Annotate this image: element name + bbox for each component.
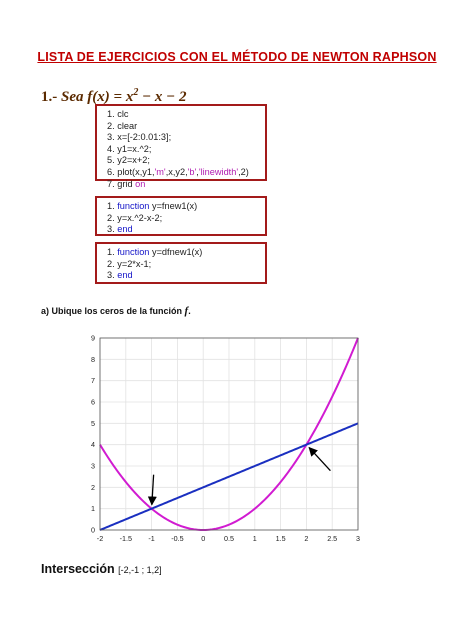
- code-line: 3. x=[-2:0.01:3];: [107, 132, 172, 143]
- y-tick-label: 9: [91, 333, 95, 343]
- y-tick-label: 1: [91, 504, 95, 514]
- problem-sea: Sea: [61, 89, 84, 105]
- code-line: 5. y2=x+2;: [107, 155, 150, 166]
- problem-rest: − x − 2: [142, 89, 187, 105]
- x-tick-label: -1: [148, 534, 155, 543]
- code-line: 7. grid on: [107, 178, 146, 189]
- x-tick-label: 1: [252, 534, 257, 543]
- code-line: 1. function y=fnew1(x): [107, 201, 198, 211]
- x-tick-label: 0.5: [224, 534, 234, 543]
- x-tick-label: 3: [356, 534, 360, 543]
- code-line: 4. y1=x.^2;: [107, 143, 152, 154]
- y-tick-label: 4: [91, 440, 95, 450]
- y-tick-label: 6: [91, 397, 95, 407]
- problem-base: x: [125, 89, 134, 105]
- code-line: 1. clc: [107, 109, 129, 119]
- y-tick-label: 7: [91, 376, 95, 386]
- x-tick-label: -2: [96, 534, 104, 543]
- intersection-result: [41, 562, 162, 576]
- y-tick-label: 5: [91, 418, 95, 428]
- code-line: 2. y=x.^2-x-2;: [107, 212, 163, 223]
- code-line: 6. plot(x,y1,'m',x,y2,'b','linewidth',2): [107, 166, 249, 177]
- page-title: LISTA DE EJERCICIOS CON EL MÉTODO DE NEWTON RAPHSON: [37, 50, 437, 64]
- x-tick-label: 2: [304, 534, 309, 543]
- y-tick-label: 2: [91, 482, 95, 492]
- code-line: 2. y=2*x-1;: [107, 258, 152, 269]
- intersection-value: [-2,-1 ; 1,2]: [118, 565, 162, 575]
- problem-fx: f(x): [87, 89, 110, 105]
- x-tick-label: 0: [201, 534, 206, 543]
- problem-equals: =: [113, 89, 123, 105]
- x-tick-label: 1.5: [275, 534, 286, 543]
- x-tick-label: -1.5: [119, 534, 132, 543]
- y-tick-label: 0: [91, 525, 95, 535]
- code-line: 3. end: [107, 270, 133, 281]
- x-tick-label: 2.5: [327, 534, 338, 543]
- problem-number: 1.-: [41, 89, 58, 105]
- intersection-label: Intersección: [41, 562, 115, 576]
- code-line: 2. clear: [107, 120, 138, 131]
- y-tick-label: 8: [91, 354, 95, 364]
- x-tick-label: -0.5: [171, 534, 184, 543]
- y-tick-label: 3: [91, 461, 95, 471]
- item-a-heading: a) Ubique los ceros de la función f.: [41, 305, 191, 317]
- problem-exponent: 2: [133, 87, 139, 98]
- code-line: 3. end: [107, 224, 133, 235]
- code-line: 1. function y=dfnew1(x): [107, 247, 203, 257]
